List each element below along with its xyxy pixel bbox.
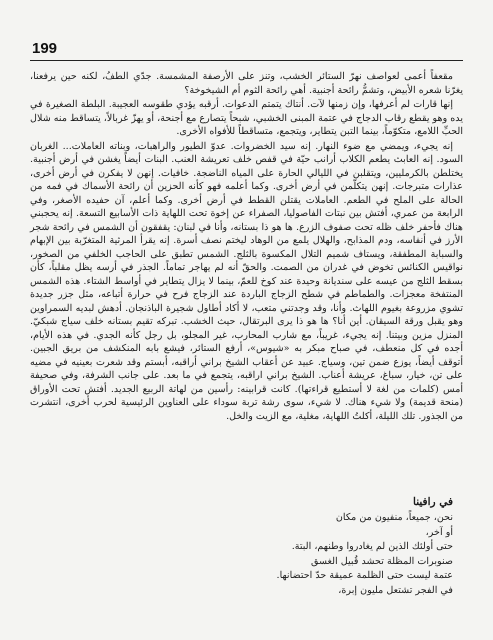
header-rule [30, 60, 463, 61]
paragraph-3: إنه يجيء، ويمضي مع ضوء النهار. إنه سيد الخضروات. عدوّ الطيور والراهبات، وبناته العاملات... الغربان السود. إنه العابث يطعم الكلاب أرانب حيّة في قفص خلف تعريشة العنب. البنات أيضاً يغشن في أرض أجنبية. يختلطن بالكرمليين، ويتقلبن في الليالي الحارة على المياه الناضجة. خافيات. إنهن لا يفكرن في أرض أخرى، عذارات متبرجات. إنهن يتكلّمن في أرض أخرى. وكما أعلمه فهو كأنه الحزين أن رائحة الأسماك في فمه من الحالة على الملح في الطعم. العاملات يقتلن القطط في أرض أخرى. وكما أعلم، آن حفيده الأصغر، وفي الرابعة من عمري، أفتش بين نبتات الفاصوليا، الصفراء عن إخوة تحت اللهاية ذات الأسابيع التسعة. إنه يحجبني هناك فأحفر خلف ظله تحت صفوف الزرع. ها هو ذا بستانه، وأنا في لبنان: يقفقون أن الشمس في رائحة شجر الأرز في أنفاسه، ودم المذابح، والهلال يلمع من الوهاد ليختم نصف أسرة. إنه يقرأ المرثية المتغرّبة بين الإبهام والسبابة المطفقة، ويستاف شميم التلال المكسوة بالثلج. الشمس تطبق على الحاجب الخلفي من الصخور، نواقيس الكنائس تخوض في غدران من الصمت. والحقّ أنه لم يهاجر تماماً. الجذر في أرسه يظل مقلباً، كأن بسقط الثلج من عيسه على سنديانة وحيدة عند كوخ للعمّ، بينما لا يزال يتطاير في أواسط الشتاء. هذه الشمس المنتفخة معجزات. والطماطم في شطح الزجاج الباردة عند الزجاج فرح في حرارة أتباعه، مثل جزر جديدة تشوي مزروعة بغيوم اللهاث. وأنا، وقد وجدتني متعب، لا أكاد أطاول شجيرة الباذنجان. أدهش لبديه السمراوين وهو يقبل ورقة السيقان. أين أنا؟ ها هو ذا يرى البرتقال، حيث الخشب. تبركه تقيم بستانه خلف سياج شبكيّ. المنزل مزين وبيتنا. إنه يجيء، غريباً، مع شارب المحارب، غير المجلو، بل رجل كأنه الجدي. في هذه الأيام، أجده في كل منعطف، في صباح مبكر به «شيوس»، أرفع الستائر، فيشع بابه المنكشف من بريق الجبين. أتوقف أيضاً، يوزع ضمن تين، وسياج. عبيد عن أعقاب الشيخ براني أراقبه، أبستم وقد شعرت بعينيه في مضيه على تن، خيار، سباغ، عريشة أعناب. الشيخ براني اراقبه، يتجمع في ما بعد. على جانب الشرفة، وفي صحيفة أمس (كلمات من لغة لا أستطيع قراءتها). كانت قرابينه: رأسين من لهاتة الربيع الجديد. أفتش تحت الأوراق (منحة قديمة) ولا شيء هناك. لا شيء، سوى رشة تربة سوداء على العناوين الرئيسية لحرب أخرى، انتشرت من الجذور. تلك الليلة، أكلتُ اللهاية، مغلية، مع الزيت والخل. [30, 140, 463, 422]
poem [93, 494, 453, 599]
poem-line: أو آخر، [425, 526, 453, 538]
paragraph-2: إنها قارات لم أعرفها، وإن زمنها لآت. أنتاك يتمتم الدعوات. أرقبه يؤدي طقوسه العجيبة. البلطة الصغيرة في يده وهو يقطع رقاب الدجاج في عتمة المبنى الخشبي، شبحاً يتصارع مع أجنحة، أو يهزّ غربالاً، يتساقط منه شلال الحبِّ اللامع، متكوّماً، بينما التبن يتطاير، ويتجمع، متساقطاً للأفواه الأخرى. [30, 99, 463, 137]
poem-line: حتى أولئك الذين لم يغادروا وطنهم، البتة. [291, 541, 453, 553]
poem-line: عتمة ليست حتى الظلمة عميقة حدّ احتضانها. [276, 570, 453, 582]
poem-line: نحن، جميعاً، منفيون من مكان [335, 512, 453, 523]
poem-line: في الفجر تشتعل مليون إبرة، [338, 584, 453, 596]
page-number: 199 [32, 40, 58, 57]
poem-line: صنوبرات المظلة تحشد قُبيل الغسق [310, 555, 453, 567]
paragraph-1: مقعفاً أعمى لعواصف نهرّ الستائر الخشب، وتنز على الأرصفة المشمسة. جدّي الطفُ، لكنه حين يرفعنا، يغرّنا شعره الأبيض، وتشمُّ رائحة أجنبية. أهي رائحة الثوم أم الشيخوخة؟ [30, 71, 463, 96]
poem-title: في رافينا [413, 496, 453, 508]
prose-body [30, 70, 463, 424]
